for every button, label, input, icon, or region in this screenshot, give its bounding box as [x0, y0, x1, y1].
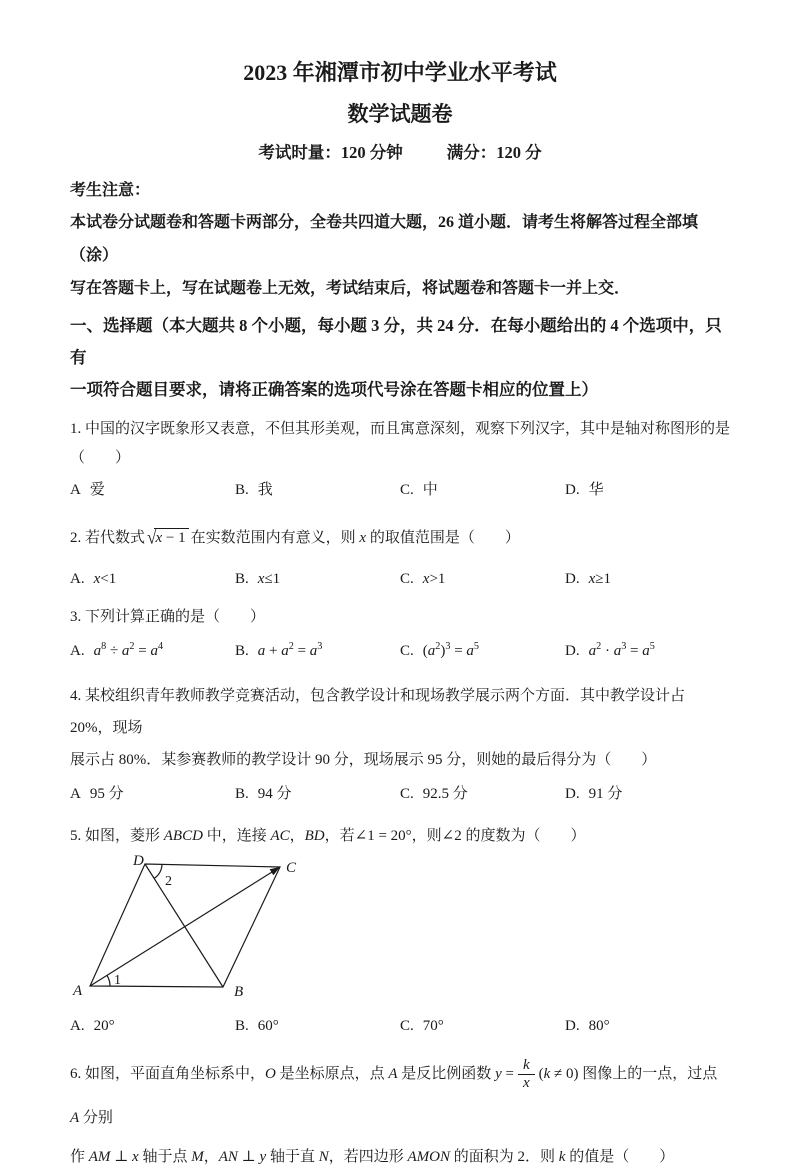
question-4-option-c	[400, 779, 565, 809]
option-text: 爱	[89, 482, 105, 498]
option-label: C.	[400, 643, 414, 659]
option-text: 94 分	[257, 786, 292, 802]
question-5-option-b	[235, 1011, 400, 1041]
option-label: D.	[565, 786, 580, 802]
option-text: x<1	[93, 571, 117, 587]
question-5	[70, 822, 730, 1041]
page-subtitle: 数学试题卷	[347, 102, 453, 126]
option-text: 95 分	[89, 786, 124, 802]
question-2-stem-post: 在实数范围内有意义，则 x 的取值范围是（ ）	[190, 530, 520, 546]
question-1-stem: 1. 中国的汉字既象形又表意，不但其形美观，而且寓意深刻，观察下列汉字，其中是轴对称图形的是（ ）	[70, 421, 731, 466]
option-text: 中	[422, 482, 438, 498]
page-title: 2023 年湘潭市初中学业水平考试	[243, 60, 557, 85]
radicand: x − 1	[154, 528, 188, 548]
option-label: B.	[235, 571, 249, 587]
section-one-heading-line-2: 一项符合题目要求，请将正确答案的选项代号涂在答题卡相应的位置上）	[70, 380, 598, 399]
rhombus-figure	[70, 854, 310, 1004]
question-2	[70, 520, 730, 594]
question-1-option-a	[70, 475, 235, 505]
sqrt-expression	[147, 527, 189, 548]
question-5-option-d	[565, 1011, 730, 1041]
question-5-option-c	[400, 1011, 565, 1041]
fraction-k-over-x	[518, 1057, 535, 1093]
option-text: 60°	[257, 1018, 279, 1034]
option-label: C.	[400, 1018, 414, 1034]
question-3-stem: 3. 下列计算正确的是（ ）	[70, 609, 266, 625]
question-4	[70, 680, 730, 809]
angle-1-arc	[107, 975, 110, 985]
question-3-option-c	[400, 634, 565, 668]
question-3	[70, 603, 730, 668]
question-3-options	[70, 634, 730, 668]
diagonal-bd	[145, 864, 223, 987]
question-1-option-d	[565, 475, 730, 505]
option-text: $a^2 \cdot a^3 = a^5$	[588, 641, 655, 659]
option-label: D.	[565, 1018, 580, 1034]
diagonal-ac	[90, 871, 273, 986]
option-label: A	[70, 482, 81, 498]
question-5-option-a	[70, 1011, 235, 1041]
question-3-option-b	[235, 634, 400, 668]
option-text: 80°	[588, 1018, 610, 1034]
question-2-stem-pre: 2. 若代数式	[70, 530, 146, 546]
question-2-option-a	[70, 564, 235, 594]
vertex-label-b: B	[234, 984, 244, 1000]
question-2-option-c	[400, 564, 565, 594]
option-text: 20°	[93, 1018, 115, 1034]
vertex-label-d: D	[133, 853, 144, 869]
exam-duration: 考试时量：120 分钟	[258, 143, 403, 162]
option-label: A	[70, 786, 81, 802]
option-text: $a^8 \div a^2 = a^4$	[93, 641, 164, 659]
fraction-denominator: x	[518, 1074, 535, 1092]
option-label: C.	[400, 571, 414, 587]
option-label: B.	[235, 643, 249, 659]
option-text: 70°	[422, 1018, 444, 1034]
option-label: A.	[70, 643, 85, 659]
notice-line-2: 写在答题卡上，写在试题卷上无效，考试结束后，将试题卷和答题卡一并上交．	[70, 280, 631, 297]
question-3-option-d	[565, 634, 730, 668]
vertex-label-a: A	[73, 983, 83, 999]
question-3-option-a	[70, 634, 235, 668]
option-label: A.	[70, 571, 85, 587]
option-text: 我	[257, 482, 273, 498]
section-one-heading-line-1: 一、选择题（本大题共 8 个小题，每小题 3 分，共 24 分．在每小题给出的 4 个选项中，只有	[70, 316, 722, 367]
question-6	[70, 1052, 730, 1174]
option-text: 92.5 分	[422, 786, 468, 802]
question-5-options	[70, 1011, 730, 1041]
question-2-option-d	[565, 564, 730, 594]
question-2-options	[70, 564, 730, 594]
option-text: x≥1	[588, 571, 611, 587]
option-label: A.	[70, 1018, 85, 1034]
question-1-option-c	[400, 475, 565, 505]
question-4-stem-line-1: 4. 某校组织青年教师教学竞赛活动，包含教学设计和现场教学展示两个方面．其中教学设计占 20%，现场	[70, 688, 686, 736]
exam-info-line	[70, 139, 730, 167]
option-label: D.	[565, 643, 580, 659]
vertex-label-c: C	[286, 860, 297, 876]
question-5-stem: 5. 如图，菱形 ABCD 中，连接 AC，BD，若∠1 = 20°，则∠2 的度数为（ ）	[70, 828, 586, 844]
angle-2-arc	[154, 864, 162, 878]
radical-sign: √	[147, 527, 157, 548]
option-label: D.	[565, 571, 580, 587]
question-6-stem-line-2: 作 AM ⊥ x 轴于点 M，AN ⊥ y 轴于直 N，若四边形 AMON 的面积为 2．则 k 的值是（ ）	[70, 1149, 675, 1165]
fraction-numerator: k	[522, 1056, 530, 1073]
option-text: $a + a^2 = a^3$	[257, 641, 323, 659]
question-2-stem	[70, 520, 730, 556]
question-5-figure-wrap	[70, 854, 730, 1009]
question-4-option-d	[565, 779, 730, 809]
question-6-stem-line-1	[70, 1052, 730, 1140]
section-one-heading	[70, 310, 730, 406]
option-label: B.	[235, 1018, 249, 1034]
question-4-options	[70, 779, 730, 809]
notice-heading: 考生注意：	[70, 182, 151, 199]
option-text: 华	[588, 482, 604, 498]
question-2-option-b	[235, 564, 400, 594]
question-1-option-b	[235, 475, 400, 505]
exam-full-score: 满分：120 分	[446, 143, 542, 162]
option-label: C.	[400, 482, 414, 498]
question-1-options	[70, 475, 730, 505]
option-label: B.	[235, 482, 249, 498]
question-6-stem-post: (k ≠ 0) 图像上的一点，过点 A 分别	[70, 1066, 718, 1126]
question-4-stem-line-2: 展示占 80%．某参赛教师的教学设计 90 分，现场展示 95 分，则她的最后得分为（ ）	[70, 752, 657, 768]
notice-line-1: 本试卷分试题卷和答题卡两部分，全卷共四道大题，26 道小题．请考生将解答过程全部填（涂）	[70, 214, 699, 264]
option-label: C.	[400, 786, 414, 802]
question-1	[70, 415, 730, 505]
question-6-stem-pre: 6. 如图，平面直角坐标系中，O 是坐标原点，点 A 是反比例函数 y =	[70, 1066, 514, 1082]
option-text: 91 分	[588, 786, 623, 802]
question-4-option-a	[70, 779, 235, 809]
option-label: D.	[565, 482, 580, 498]
angle-label-1: 1	[114, 973, 121, 988]
option-text: $(a^2)^3 = a^5$	[422, 641, 480, 659]
option-text: x>1	[422, 571, 446, 587]
angle-label-2: 2	[165, 874, 172, 889]
option-label: B.	[235, 786, 249, 802]
option-text: x≤1	[257, 571, 281, 587]
question-4-option-b	[235, 779, 400, 809]
